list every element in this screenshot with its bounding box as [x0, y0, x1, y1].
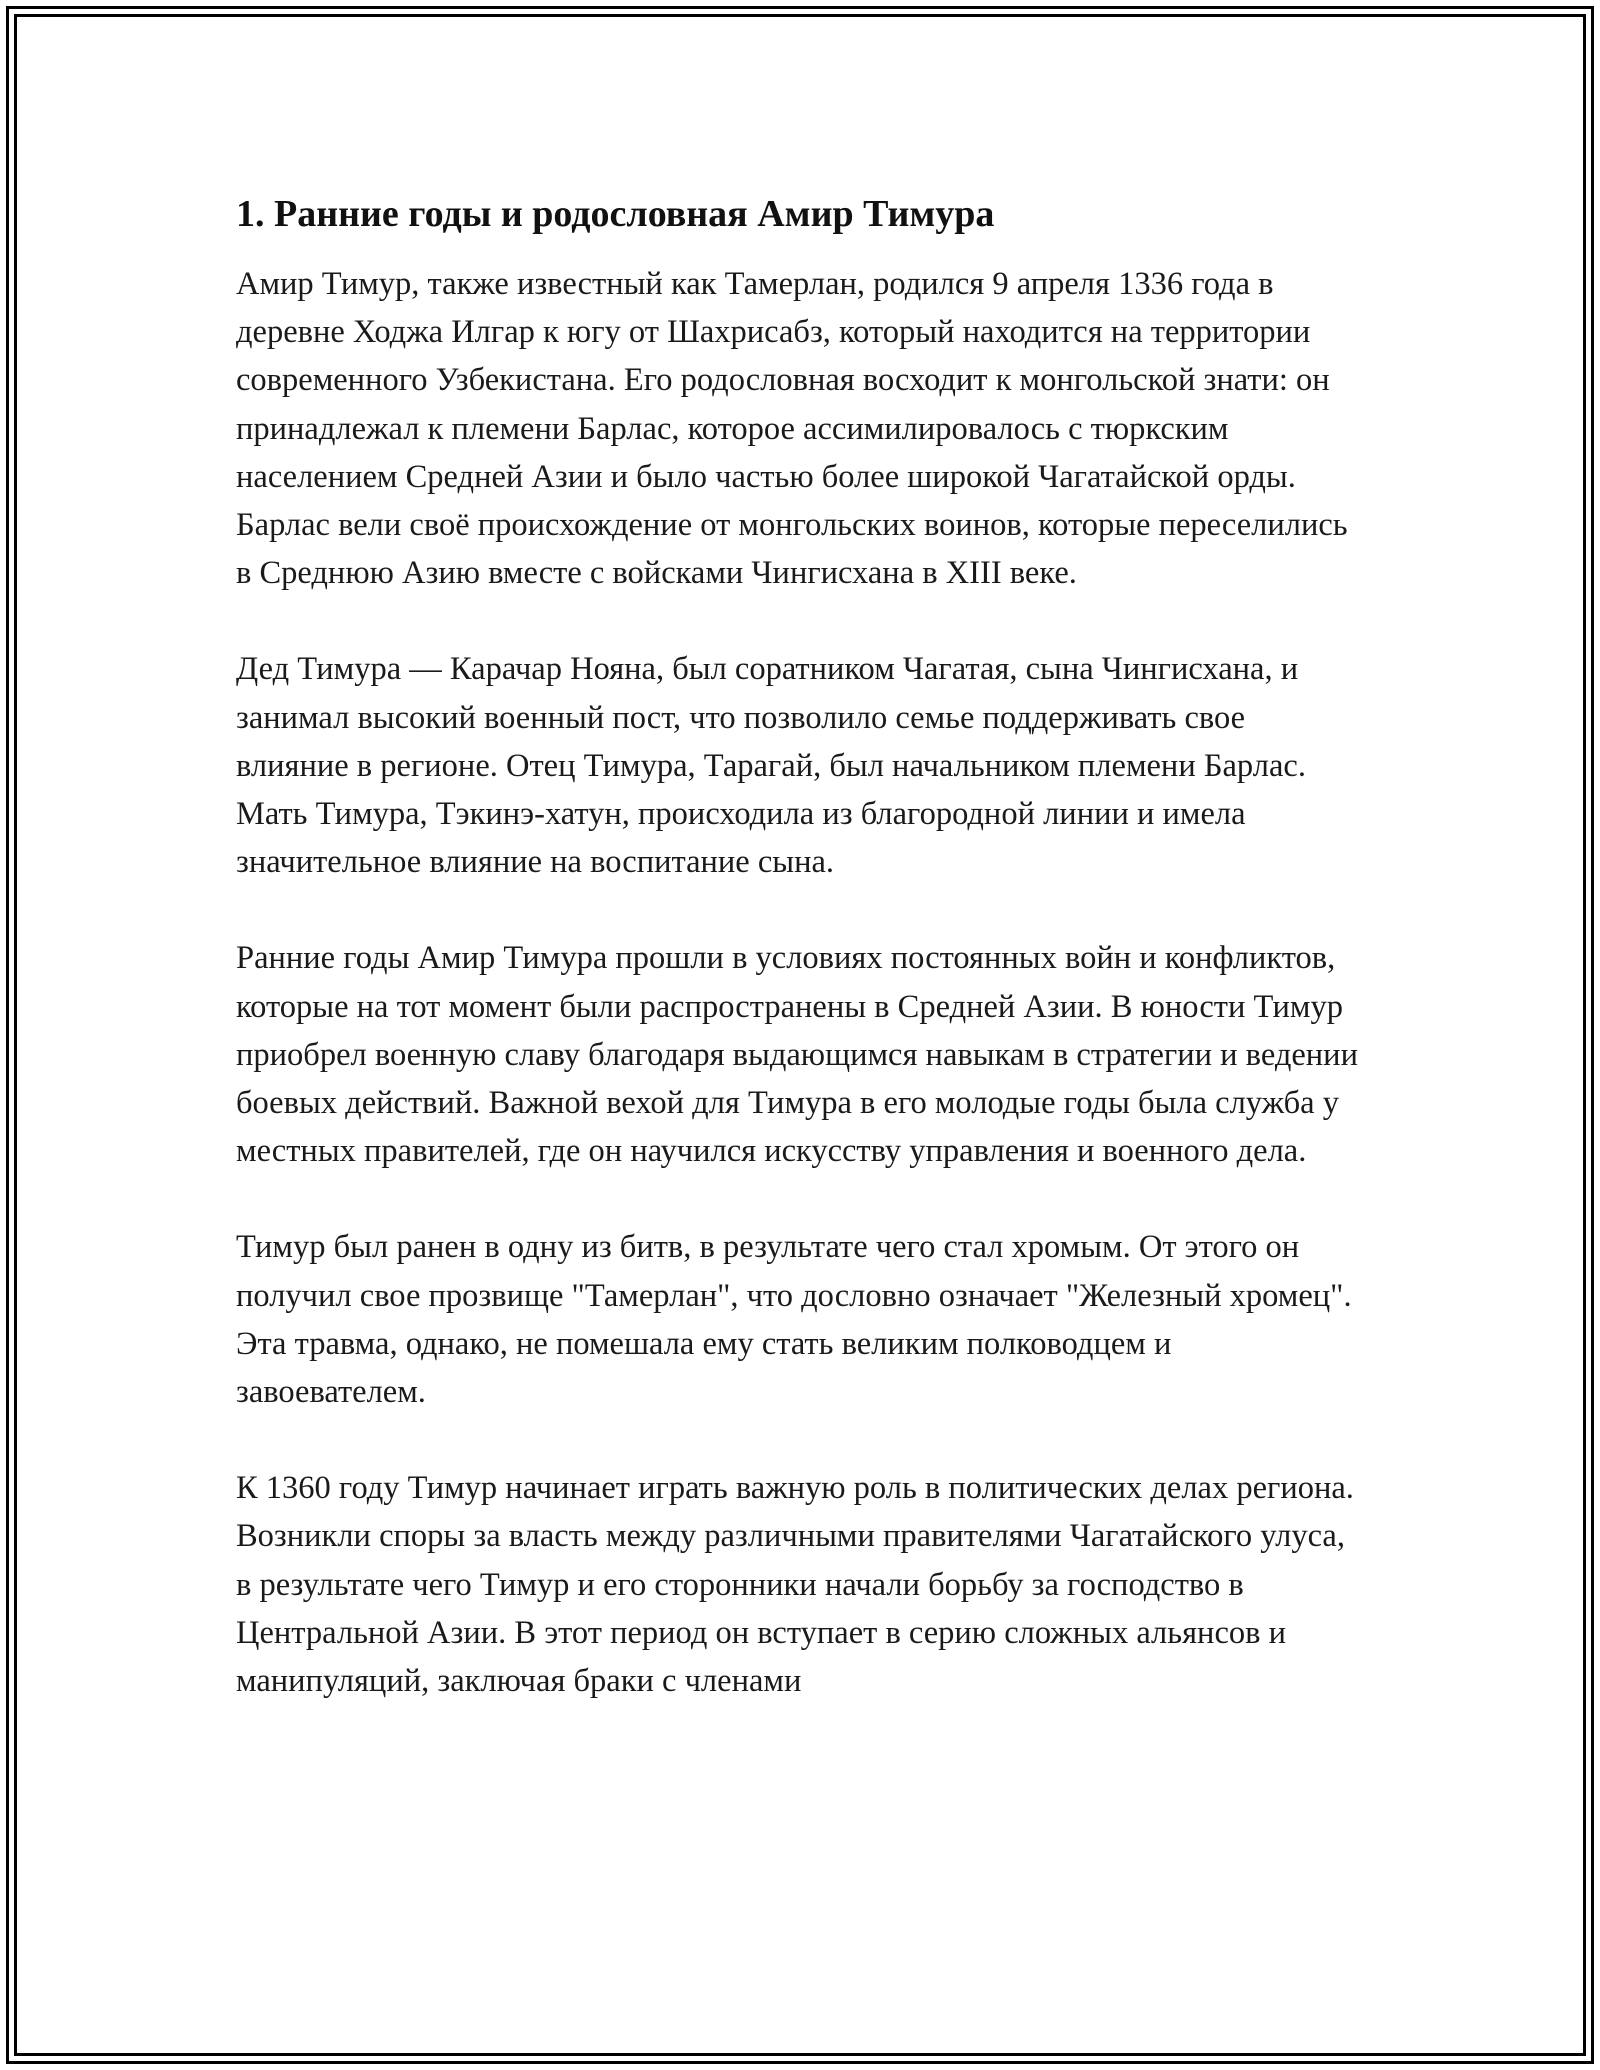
section-heading: 1. Ранние годы и родословная Амир Тимура [236, 193, 995, 235]
paragraph-early-years: Ранние годы Амир Тимура прошли в условиях постоянных войн и конфликтов, которые на тот момент были распространены в Средней Азии. В юности Тимур приобрел военную славу благодаря выдающимся навыкам в стратегии и ведении боевых действий. Важной вехой для Тимура в его молодые годы была служба у местных правителей, где он научился искусству управления и военного дела. [236, 940, 1358, 1170]
paragraph-injury-nickname: Тимур был ранен в одну из битв, в результате чего стал хромым. От этого он получил свое прозвище "Тамерлан", что дословно означает "Железный хромец". Эта травма, однако, не помешала ему стать великим полководцем и завоевателем. [236, 1229, 1352, 1411]
document-body [236, 188, 1364, 1753]
paragraph-family: Дед Тимура — Карачар Нояна, был соратником Чагатая, сына Чингисхана, и занимал высокий военный пост, что позволило семье поддерживать свое влияние в регионе. Отец Тимура, Тарагай, был начальником племени Барлас. Мать Тимура, Тэкинэ-хатун, происходила из благородной линии и имела значительное влияние на воспитание сына. [236, 651, 1306, 881]
paragraph-birth-lineage: Амир Тимур, также известный как Тамерлан, родился 9 апреля 1336 года в деревне Ходжа Илгар к югу от Шахрисабз, который находится на территории современного Узбекистана. Его родословная восходит к монгольской знати: он принадлежал к племени Барлас, которое ассимилировалось с тюркским населением Средней Азии и было частью более широкой Чагатайской орды. Барлас вели своё происхождение от монгольских воинов, которые переселились в Среднюю Азию вместе с войсками Чингисхана в XIII веке. [236, 266, 1348, 592]
paragraph-rise-to-power: К 1360 году Тимур начинает играть важную роль в политических делах региона. Возникли споры за власть между различными правителями Чагатайского улуса, в результате чего Тимур и его сторонники начали борьбу за господство в Центральной Азии. В этот период он вступает в серию сложных альянсов и манипуляций, заключая браки с членами [236, 1470, 1354, 1700]
